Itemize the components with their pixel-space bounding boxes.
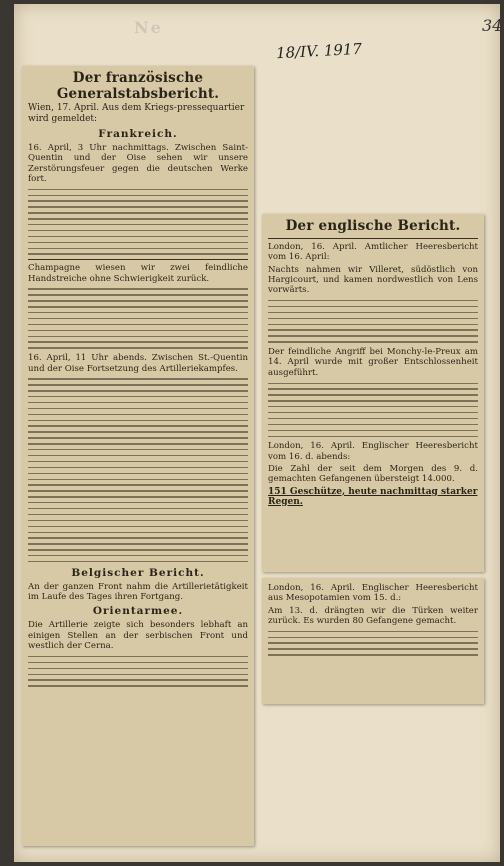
paragraph: Am 13. d. drängten wir die Türken weiter zurück. Es wurden 80 Gefangene gemacht. [268,605,478,626]
clipping-french-report [22,66,254,846]
handwritten-date: 18/IV. 1917 [275,39,363,63]
paragraph: An der ganzen Front nahm die Artillerietätigkeit im Laufe des Tages ihren Fortgang. [28,581,248,603]
paragraph: Die Zahl der seit dem Morgen des 9. d. gemachten Gefangenen übersteigt 14.000. [268,464,478,485]
section-heading: Frankreich. [98,128,178,140]
clipping-mesopotamia-report [262,578,484,704]
divider [28,259,248,260]
dateline: London, 16. April. Amtlicher Heeresbericht vom 16. April: [268,242,478,263]
clipping-english-report [262,214,484,572]
headline: Der französische Generalstabsbericht. [56,70,220,102]
dateline: London, 16. April. Englischer Heeresbericht vom 16. d. abends: [268,441,478,462]
illegible-text-block [262,300,484,343]
paragraph: Nachts nahmen wir Villeret, südöstlich von Hargicourt, und kamen nordwestlich von Lens vorwärts. [268,264,478,296]
divider [268,238,478,239]
paragraph: Die Artillerie zeigte sich besonders lebhaft an einigen Stellen an der serbischen Front und westlich der Cerna. [28,620,248,652]
illegible-text-block [22,378,254,562]
section-heading: Belgischer Bericht. [71,566,205,579]
illegible-text-block [22,189,254,255]
dateline: London, 16. April. Englischer Heeresbericht aus Mesopotamien vom 15. d.: [268,583,478,604]
dateline: Wien, 17. April. Aus dem Kriegs-pressequartier wird gemeldet: [28,103,245,124]
illegible-text-block [22,656,254,687]
page-number: 34 [482,16,503,35]
illegible-text-block [22,288,254,348]
section-heading: Orientarmee. [92,605,184,618]
paragraph: Champagne wiesen wir zwei feindliche Handstreiche ohne Schwierigkeit zurück. [28,263,248,284]
paragraph: 16. April, 3 Uhr nachmittags. Zwischen Saint-Quentin und der Oise sehen wir unsere Zerstörungsfeuer gegen die deutschen Werke fort. [28,143,248,184]
faded-masthead: Ne [134,18,163,37]
headline: Der englische Bericht. [285,218,461,234]
illegible-text-block [262,383,484,437]
paragraph: 16. April, 11 Uhr abends. Zwischen St.-Quentin und der Oise Fortsetzung des Artilleriekampfes. [28,353,248,374]
underlined-line: 151 Geschütze, heute nachmittag starker Regen. [268,486,478,507]
illegible-text-block [262,631,484,656]
paragraph: Der feindliche Angriff bei Monchy-le-Preux am 14. April wurde mit großer Entschlossenheit ausgeführt. [268,347,478,378]
